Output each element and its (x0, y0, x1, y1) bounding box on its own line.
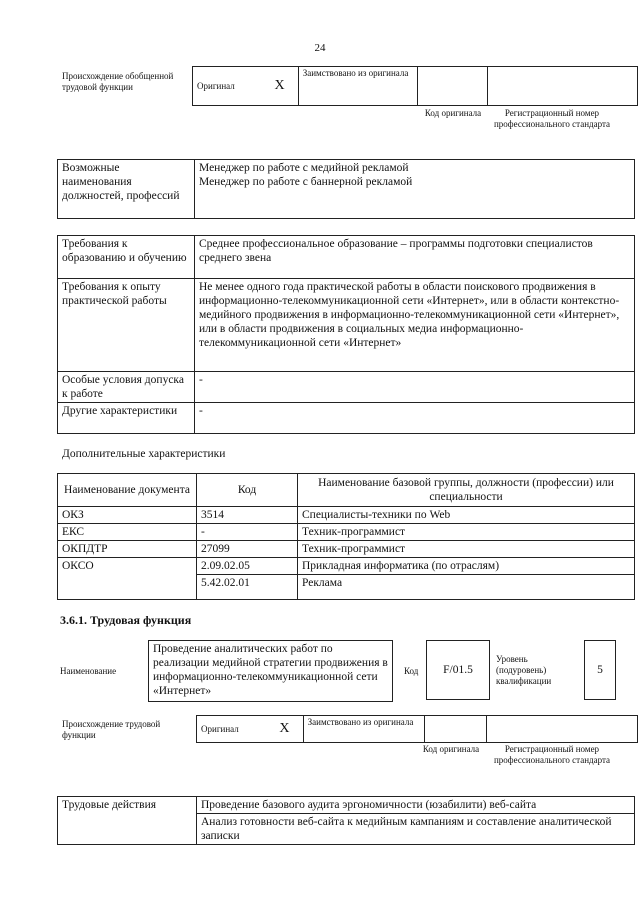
reg2-number-cell (486, 716, 637, 743)
positions-label: Возможные наименования должностей, профессий (58, 160, 195, 219)
function-heading: 3.6.1. Трудовая функция (60, 613, 192, 627)
table-row (58, 558, 635, 575)
extra-header-code: Код (197, 474, 298, 507)
reg-number-cell (487, 67, 637, 106)
original-label: Оригинал (193, 67, 262, 106)
cell-code: 5.42.02.01 (197, 575, 298, 600)
reg2-caption: Регистрационный номер профессионального стандарта (493, 744, 611, 765)
position-line: Менеджер по работе с медийной рекламой (199, 162, 409, 174)
original2-label: Оригинал (197, 716, 267, 743)
positions-value (195, 160, 635, 219)
extra-header-name: Наименование базовой группы, должности (профессии) или специальности (298, 474, 635, 507)
origin2-label: Происхождение трудовой функции (62, 719, 161, 740)
borrowed2-label: Заимствовано из оригинала (303, 716, 424, 743)
code2-caption: Код оригинала (422, 744, 480, 754)
cell-doc: ОКСО (58, 558, 197, 600)
cell-name: Специалисты-техники по Web (298, 507, 635, 524)
origin-table (192, 66, 638, 106)
function-code-label: Код (404, 666, 419, 676)
code-caption: Код оригинала (424, 108, 482, 118)
table-row (58, 541, 635, 558)
function-level-label: Уровень (подуровень) квалификации (496, 654, 552, 686)
req-label-conditions: Особые условия допуска к работе (58, 372, 195, 403)
cell-doc: ОКПДТР (58, 541, 197, 558)
action-item: Анализ готовности веб-сайта к медийным кампаниям и составление аналитической записки (197, 814, 635, 845)
borrowed-label: Заимствовано из оригинала (298, 67, 418, 106)
function-code: F/01.5 (426, 640, 490, 700)
req-value-education: Среднее профессиональное образование – программы подготовки специалистов среднего звена (195, 236, 635, 279)
cell-name: Техник-программист (298, 524, 635, 541)
cell-doc: ЕКС (58, 524, 197, 541)
table-row (58, 524, 635, 541)
original2-mark: X (266, 716, 303, 743)
cell-code: 27099 (197, 541, 298, 558)
req-value-other: - (195, 403, 635, 434)
cell-code: 2.09.02.05 (197, 558, 298, 575)
function-name-label: Наименование (60, 666, 117, 676)
requirements-table (57, 235, 635, 434)
req-label-other: Другие характеристики (58, 403, 195, 434)
original-mark: X (261, 67, 298, 106)
original-code-cell (418, 67, 487, 106)
origin-label: Происхождение обобщенной трудовой функции (62, 71, 174, 92)
position-line: Менеджер по работе с баннерной рекламой (199, 176, 413, 188)
origin2-table (196, 715, 638, 743)
reg-caption: Регистрационный номер профессионального стандарта (493, 108, 611, 129)
table-row (58, 507, 635, 524)
cell-name: Техник-программист (298, 541, 635, 558)
cell-name: Прикладная информатика (по отраслям) (298, 558, 635, 575)
positions-table (57, 159, 635, 219)
cell-doc: ОКЗ (58, 507, 197, 524)
req-value-experience: Не менее одного года практической работы в области поискового продвижения в информационно-телекоммуникационной сети «Интернет», или в области контекстно-медийного продвижения в информационно-телекоммуникационной сети «Интернет», или в области продвижения в социальных медиа информационно-телекоммуникационной сети «Интернет» (195, 279, 635, 372)
req-label-education: Требования к образованию и обучению (58, 236, 195, 279)
function-level: 5 (584, 640, 616, 700)
cell-code: 3514 (197, 507, 298, 524)
cell-name: Реклама (298, 575, 635, 600)
extra-title: Дополнительные характеристики (62, 448, 226, 460)
original2-code-cell (424, 716, 486, 743)
req-label-experience: Требования к опыту практической работы (58, 279, 195, 372)
action-item: Проведение базового аудита эргономичности (юзабилити) веб-сайта (197, 797, 635, 814)
page-number: 24 (314, 42, 326, 54)
extra-table (57, 473, 635, 600)
actions-label: Трудовые действия (58, 797, 197, 845)
actions-table (57, 796, 635, 845)
extra-header-doc: Наименование документа (58, 474, 197, 507)
function-name: Проведение аналитических работ по реализации медийной стратегии продвижения в информационно-телекоммуникационной сети «Интернет» (148, 640, 393, 702)
cell-code: - (197, 524, 298, 541)
req-value-conditions: - (195, 372, 635, 403)
